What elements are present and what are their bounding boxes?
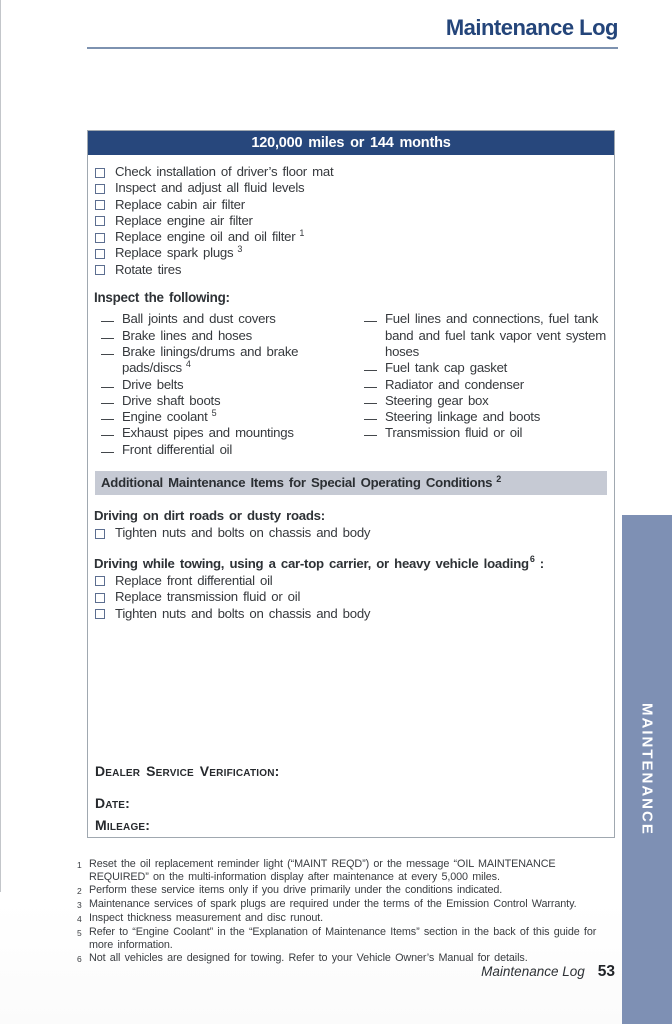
driving-condition-section <box>94 556 614 622</box>
blank-line-icon <box>101 425 114 436</box>
interval-header: 120,000 miles or 144 months <box>88 131 614 155</box>
inspect-heading: Inspect the following: <box>94 290 230 306</box>
verification-block <box>95 763 280 833</box>
maintenance-side-tab <box>622 515 672 1024</box>
checklist-item <box>94 197 614 213</box>
blank-line-icon <box>101 442 114 453</box>
blank-line-icon <box>364 360 377 371</box>
checklist-item <box>94 589 614 605</box>
inspect-item <box>364 409 608 425</box>
mileage-label: Mileage: <box>95 817 151 833</box>
inspect-item-label: Front differential oil <box>122 441 233 457</box>
footnote <box>77 926 619 952</box>
footnote-text: Perform these service items only if you drive primarily under the conditions indicated. <box>89 884 503 896</box>
page-footer <box>481 963 615 981</box>
checkbox-icon <box>95 265 105 275</box>
checkbox-icon <box>95 529 105 539</box>
inspect-item <box>364 311 608 360</box>
footnote-number: 1 <box>77 860 82 870</box>
footnote-number: 2 <box>77 886 82 896</box>
additional-items-bar <box>95 471 607 495</box>
driving-condition-section <box>94 508 614 542</box>
service-checklist <box>94 164 614 278</box>
inspect-item <box>101 442 351 458</box>
inspect-item <box>101 344 351 377</box>
inspect-item <box>101 409 351 425</box>
footnote-text: Maintenance services of spark plugs are required under the terms of the Emission Control Warranty. <box>89 898 577 910</box>
checklist-item-label: Tighten nuts and bolts on chassis and body <box>115 525 371 541</box>
footer-section-label: Maintenance Log <box>481 964 585 979</box>
inspect-item-label: Transmission fluid or oil <box>385 425 523 441</box>
footnotes <box>77 858 619 966</box>
checklist-item-label: Replace engine air filter <box>115 212 253 228</box>
blank-line-icon <box>101 311 114 322</box>
inspect-item-label: Brake lines and hoses <box>122 327 252 343</box>
checklist-item <box>94 245 614 261</box>
footnote <box>77 912 619 926</box>
dealer-verification-label: Dealer Service Verification: <box>95 763 280 779</box>
blank-line-icon <box>101 393 114 404</box>
checklist-item <box>94 262 614 278</box>
inspect-item-label: Drive shaft boots <box>122 392 221 408</box>
footnote-text: Refer to “Engine Coolant” in the “Explanation of Maintenance Items” section in the back of this guide for more information. <box>89 926 597 951</box>
footnote-ref: 2 <box>496 473 501 484</box>
blank-line-icon <box>364 409 377 420</box>
inspect-item-label: Brake linings/drums and brake pads/discs $^4$ <box>122 343 299 376</box>
footnote-ref: 5 <box>211 407 217 418</box>
blank-line-icon <box>364 377 377 388</box>
footnote-ref: 4 <box>185 358 191 369</box>
footnote <box>77 858 619 884</box>
inspect-item <box>101 393 351 409</box>
footnote-ref: 3 <box>237 244 243 255</box>
inspect-item <box>101 377 351 393</box>
footnote-text: Reset the oil replacement reminder light (“MAINT REQD”) or the message “OIL MAINTENANCE REQUIRED” on the multi-information display after maintenance at every 5,000 miles. <box>89 858 556 883</box>
checklist-item <box>94 164 614 180</box>
driving-condition-heading: Driving on dirt roads or dusty roads: <box>94 508 325 524</box>
condition-checklist <box>94 525 614 541</box>
blank-line-icon <box>101 328 114 339</box>
checkbox-icon <box>95 233 105 243</box>
inspect-item-label: Fuel tank cap gasket <box>385 360 508 376</box>
checklist-item <box>94 525 614 541</box>
footnote <box>77 898 619 912</box>
checklist-item-label: Tighten nuts and bolts on chassis and body <box>115 605 371 621</box>
checklist-item <box>94 573 614 589</box>
inspect-item-label: Engine coolant $^5$ <box>122 407 217 425</box>
inspect-list-right <box>364 311 608 458</box>
additional-items-heading: Additional Maintenance Items for Special Operating Conditions <box>101 475 493 491</box>
blank-line-icon <box>101 377 114 388</box>
date-label: Date: <box>95 795 131 811</box>
special-conditions-sections <box>88 508 614 622</box>
footnote-text: Inspect thickness measurement and disc runout. <box>89 912 324 924</box>
driving-condition-heading: Driving while towing, using a car-top carrier, or heavy vehicle loading$^6$ : <box>94 554 544 571</box>
title-rule <box>87 47 618 49</box>
checklist-item-label: Inspect and adjust all fluid levels <box>115 180 305 196</box>
inspect-item <box>101 311 351 327</box>
checklist-item <box>94 180 614 196</box>
checklist-item-label: Replace engine oil and oil filter $^1$ <box>115 227 305 245</box>
maintenance-schedule-box <box>87 130 615 838</box>
checkbox-icon <box>95 576 105 586</box>
side-tab-label: MAINTENANCE <box>638 703 656 836</box>
inspect-item <box>101 425 351 441</box>
inspect-item-label: Radiator and condenser <box>385 376 524 392</box>
inspect-item-label: Exhaust pipes and mountings <box>122 425 294 441</box>
footnote-number: 4 <box>77 914 82 924</box>
footnote <box>77 884 619 898</box>
inspect-item <box>364 360 608 376</box>
checkbox-icon <box>95 593 105 603</box>
inspect-item-label: Steering gear box <box>385 392 489 408</box>
checkbox-icon <box>95 168 105 178</box>
inspect-columns <box>101 311 614 458</box>
checkbox-icon <box>95 609 105 619</box>
blank-line-icon <box>364 425 377 436</box>
inspect-item-label: Drive belts <box>122 376 184 392</box>
footnote-text: Not all vehicles are designed for towing. Refer to your Vehicle Owner’s Manual for details. <box>89 952 528 964</box>
page-edge-line <box>0 0 1 892</box>
footnote-ref: 1 <box>299 227 305 238</box>
footnote-number: 3 <box>77 900 82 910</box>
page-number: 53 <box>597 963 615 980</box>
checkbox-icon <box>95 249 105 259</box>
footnote-ref: 6 <box>529 554 535 565</box>
page-title: Maintenance Log <box>445 15 618 40</box>
blank-line-icon <box>101 344 114 355</box>
inspect-item-label: Ball joints and dust covers <box>122 311 276 327</box>
footnote-number: 5 <box>77 928 82 938</box>
inspect-item <box>101 328 351 344</box>
checklist-item-label: Replace cabin air filter <box>115 196 245 212</box>
blank-line-icon <box>364 311 377 322</box>
inspect-item-label: Steering linkage and boots <box>385 409 541 425</box>
inspect-item <box>364 425 608 441</box>
checklist-item-label: Replace spark plugs $^3$ <box>115 244 243 261</box>
checklist-item-label: Check installation of driver’s floor mat <box>115 164 334 179</box>
inspect-item <box>364 377 608 393</box>
footnote-number: 6 <box>77 954 82 964</box>
checklist-item <box>94 229 614 245</box>
condition-checklist <box>94 573 614 622</box>
checklist-item <box>94 606 614 622</box>
checkbox-icon <box>95 184 105 194</box>
checkbox-icon <box>95 216 105 226</box>
checklist-item <box>94 213 614 229</box>
inspect-list-left <box>101 311 351 458</box>
checklist-item-label: Rotate tires <box>115 261 182 277</box>
inspect-item <box>364 393 608 409</box>
checkbox-icon <box>95 200 105 210</box>
blank-line-icon <box>364 393 377 404</box>
checklist-item-label: Replace transmission fluid or oil <box>115 589 301 605</box>
checklist-item-label: Replace front differential oil <box>115 572 273 588</box>
inspect-item-label: Fuel lines and connections, fuel tank band and fuel tank vapor vent system hoses <box>385 311 606 359</box>
blank-line-icon <box>101 409 114 420</box>
